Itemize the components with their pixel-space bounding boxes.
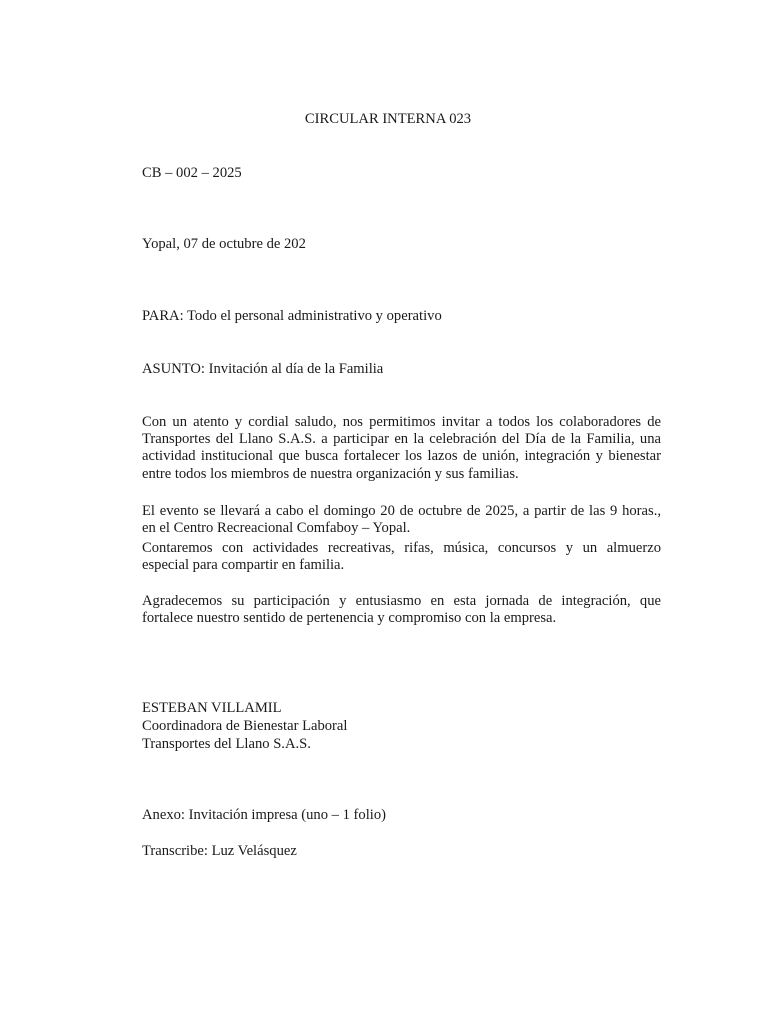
transcriber-line: Transcribe: Luz Velásquez [142, 843, 297, 859]
document-code: CB – 002 – 2025 [142, 165, 242, 181]
body-line: Contaremos con actividades recreativas, rifas, música, concursos y un almuerzo [142, 540, 661, 556]
body-line: actividad institucional que busca fortalecer los lazos de unión, integración y bienestar [142, 448, 661, 465]
body-line: en el Centro Recreacional Comfaboy – Yopal. [142, 520, 411, 537]
subject-line: ASUNTO: Invitación al día de la Familia [142, 361, 384, 377]
body-paragraph-invitation [142, 414, 661, 483]
circular-title: CIRCULAR INTERNA 023 [304, 111, 472, 127]
body-line: fortalece nuestro sentido de pertenencia y compromiso con la empresa. [142, 610, 557, 627]
body-line: Transportes del Llano S.A.S. a participar en la celebración del Día de la Familia, una [142, 431, 661, 448]
document-date: Yopal, 07 de octubre de 202 [142, 236, 306, 252]
signature-company: Transportes del Llano S.A.S. [142, 736, 311, 752]
body-paragraph-event [142, 503, 661, 537]
body-paragraph-thanks [142, 593, 661, 627]
body-line: especial para compartir en familia. [142, 557, 345, 574]
recipient-line: PARA: Todo el personal administrativo y operativo [142, 308, 442, 324]
signature-name: ESTEBAN VILLAMIL [142, 700, 282, 716]
body-line: El evento se llevará a cabo el domingo 20 de octubre de 2025, a partir de las 9 horas., [142, 503, 661, 519]
body-line: entre todos los miembros de nuestra organización y sus familias. [142, 465, 519, 482]
signature-role: Coordinadora de Bienestar Laboral [142, 718, 348, 734]
annex-line: Anexo: Invitación impresa (uno – 1 folio) [142, 807, 386, 823]
body-line: Agradecemos su participación y entusiasmo en esta jornada de integración, que [142, 593, 661, 609]
body-paragraph-activities [142, 540, 661, 574]
body-line: Con un atento y cordial saludo, nos permitimos invitar a todos los colaboradores de [142, 414, 661, 430]
